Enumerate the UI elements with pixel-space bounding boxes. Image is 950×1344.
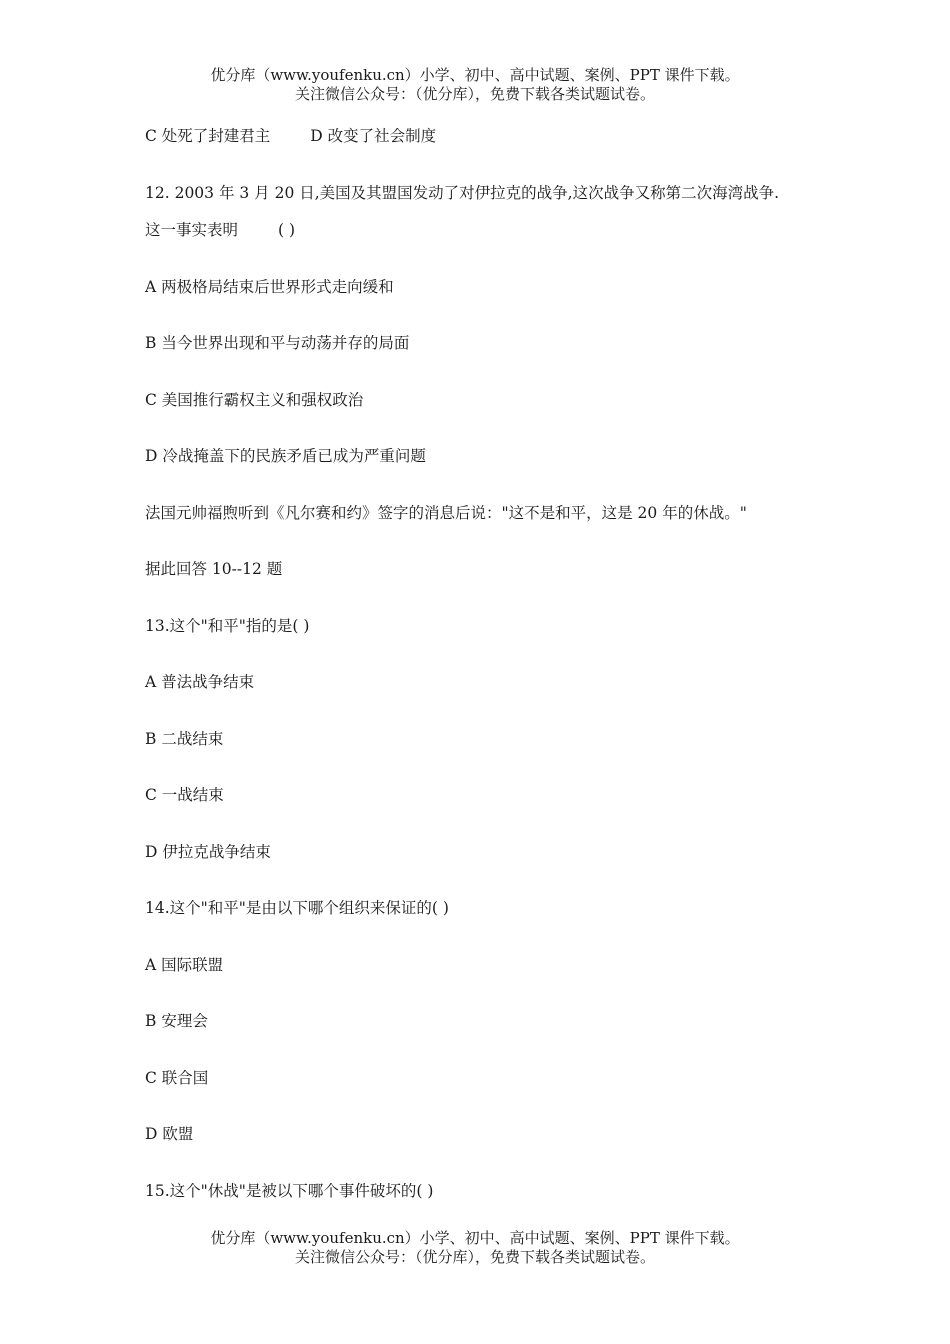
q14-option-c: C 联合国 <box>145 1069 209 1087</box>
footer-line-2: 关注微信公众号：（优分库），免费下载各类试题试卷。 <box>294 1248 655 1266</box>
q13-option-c: C 一战结束 <box>145 786 224 804</box>
q13-option-a: A 普法战争结束 <box>145 673 255 691</box>
q14-option-b: B 安理会 <box>145 1012 208 1030</box>
prev-option-d: D 改变了社会制度 <box>310 127 437 145</box>
footer-line-1: 优分库（www.youfenku.cn）小学、初中、高中试题、案例、PPT 课件下载。 <box>210 1229 740 1247</box>
q14-stem: 14.这个"和平"是由以下哪个组织来保证的( ) <box>145 899 449 917</box>
page-footer <box>0 1229 950 1267</box>
q13-stem: 13.这个"和平"指的是( ) <box>145 617 310 635</box>
q12-option-c: C 美国推行霸权主义和强权政治 <box>145 391 364 409</box>
prev-question-options <box>145 126 436 146</box>
q13-option-b: B 二战结束 <box>145 730 224 748</box>
material-instruction: 据此回答 10--12 题 <box>145 560 283 578</box>
prev-option-c: C 处死了封建君主 <box>145 127 271 145</box>
material-quote: 法国元帅福煦听到《凡尔赛和约》签字的消息后说："这不是和平，这是 20 年的休战。" <box>145 504 747 522</box>
header-line-2: 关注微信公众号：（优分库），免费下载各类试题试卷。 <box>294 85 655 103</box>
q12-option-a: A 两极格局结束后世界形式走向缓和 <box>145 278 394 296</box>
header-line-1: 优分库（www.youfenku.cn）小学、初中、高中试题、案例、PPT 课件下载。 <box>210 66 740 84</box>
q14-option-a: A 国际联盟 <box>145 956 224 974</box>
q12-stem-text: 这一事实表明 <box>145 221 239 239</box>
q15-stem: 15.这个"休战"是被以下哪个事件破坏的( ) <box>145 1182 434 1200</box>
q14-option-d: D 欧盟 <box>145 1125 194 1143</box>
q12-answer-paren: ( ) <box>278 221 296 239</box>
q13-option-d: D 伊拉克战争结束 <box>145 843 271 861</box>
q12-stem-line-2 <box>145 220 295 240</box>
page-header <box>0 66 950 104</box>
q12-option-b: B 当今世界出现和平与动荡并存的局面 <box>145 334 410 352</box>
q12-option-d: D 冷战掩盖下的民族矛盾已成为严重问题 <box>145 447 426 465</box>
q12-stem-line-1: 12. 2003 年 3 月 20 日,美国及其盟国发动了对伊拉克的战争,这次战争又称第二次海湾战争. <box>145 184 780 202</box>
